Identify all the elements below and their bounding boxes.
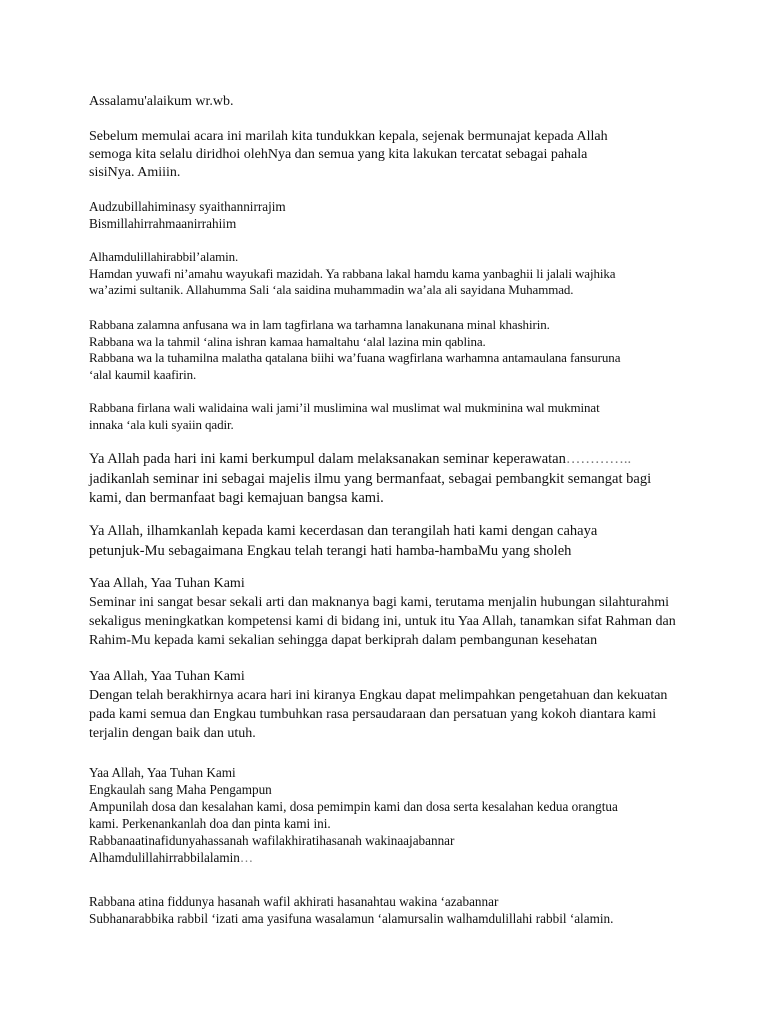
text-line: Ya Allah, ilhamkanlah kepada kami kecerdasan dan terangilah hati kami dengan cahaya — [89, 523, 598, 539]
text-line: Yaa Allah, Yaa Tuhan Kami — [89, 669, 245, 684]
text-line: Rahim-Mu kepada kami sekalian sehingga dapat berkiprah dalam pembangunan kesehatan — [89, 633, 598, 648]
ellipsis: ………….. — [565, 451, 632, 467]
text-line: semoga kita selalu diridhoi olehNya dan semua yang kita lakukan tercatat sebagai pahala — [89, 147, 588, 162]
text-line: Audzubillahiminasy syaithannirrajim — [89, 199, 286, 214]
text-line: Bismillahirrahmaanirrahiim — [89, 216, 237, 231]
text-line-content: Ya Allah pada hari ini kami berkumpul dalam melaksanakan seminar keperawatan — [89, 451, 566, 467]
text-line: terjalin dengan baik dan utuh. — [89, 726, 256, 741]
paragraph-firlana — [89, 400, 689, 433]
text-line: petunjuk-Mu sebagaimana Engkau telah terangi hati hamba-hambaMu yang sholeh — [89, 542, 572, 559]
text-line: Hamdan yuwafi ni’amahu wayukafi mazidah. Ya rabbana lakal hamdu kama yanbaghii li jalali wajhika — [89, 265, 616, 281]
text-line: Yaa Allah, Yaa Tuhan Kami — [89, 576, 245, 591]
text-line: sekaligus meningkatkan kompetensi kami di bidang ini, untuk itu Yaa Allah, tanamkan sifat Rahman dan — [89, 614, 676, 629]
text-line: Rabbana wa la tahmil ‘alina ishran kamaa hamaltahu ‘alal lazina min qablina. — [89, 333, 486, 349]
paragraph-silaturahmi — [89, 574, 689, 650]
paragraph-rabbana — [89, 317, 689, 383]
text-line: pada kami semua dan Engkau tumbuhkan rasa persaudaraan dan persatuan yang kokoh diantara kami — [89, 707, 657, 722]
text-line: Subhanarabbika rabbil ‘izati ama yasifuna wasalamun ‘alamursalin walhamdulillahi rabbil ‘alamin. — [89, 911, 614, 926]
text-line: Rabbana atina fiddunya hasanah wafil akhirati hasanahtau wakina ‘azabannar — [89, 894, 499, 909]
text-line: kami, dan bermanfaat bagi kemajuan bangsa kami. — [89, 490, 384, 506]
greeting — [89, 93, 689, 111]
paragraph-ilham — [89, 522, 689, 561]
text-line: innaka ‘ala kuli syaiin qadir. — [89, 416, 234, 432]
paragraph-opening — [89, 128, 689, 182]
paragraph-closing-prayer — [89, 893, 689, 927]
ellipsis: … — [239, 850, 254, 865]
text-line: Rabbana wa la tuhamilna malatha qatalana biihi wa’fuana wagfirlana warhamna antamaulana fansuruna — [89, 350, 621, 365]
paragraph-taawudz — [89, 198, 689, 232]
text-line: Rabbana firlana wali walidaina wali jami’il muslimina wal muslimat wal mukminina wal mukminat — [89, 400, 600, 415]
text-line: kami. Perkenankanlah doa dan pinta kami ini. — [89, 816, 331, 831]
text-line: Engkaulah sang Maha Pengampun — [89, 782, 272, 797]
text-line — [89, 849, 689, 866]
text-line — [89, 450, 689, 470]
paragraph-ampunan — [89, 764, 689, 866]
text-line-content: Alhamdulillahirrabbilalamin — [89, 850, 240, 865]
text-line: Dengan telah berakhirnya acara hari ini kiranya Engkau dapat melimpahkan pengetahuan dan kekuatan — [89, 688, 668, 703]
text-line: Sebelum memulai acara ini marilah kita tundukkan kepala, sejenak bermunajat kepada Allah — [89, 129, 608, 144]
text-line: Seminar ini sangat besar sekali arti dan maknanya bagi kami, terutama menjalin hubungan silahturahmi — [89, 595, 670, 610]
text-line: Alhamdulillahirabbil’alamin. — [89, 249, 239, 264]
paragraph-hamdalah — [89, 249, 689, 299]
paragraph-penutupan — [89, 667, 689, 743]
text-line: Yaa Allah, Yaa Tuhan Kami — [89, 765, 236, 780]
greeting-line: Assalamu'alaikum wr.wb. — [89, 94, 234, 109]
text-line: sisiNya. Amiiin. — [89, 165, 181, 180]
text-line: wa’azimi sultanik. Allahumma Sali ‘ala saidina muhammadin wa’ala ali sayidana Muhammad. — [89, 282, 574, 297]
text-line: ‘alal kaumil kaafirin. — [89, 366, 197, 382]
text-line: Rabbana zalamna anfusana wa in lam tagfirlana wa tarhamna lanakunana minal khashirin. — [89, 317, 550, 332]
paragraph-seminar — [89, 450, 689, 509]
text-line: Ampunilah dosa dan kesalahan kami, dosa pemimpin kami dan dosa serta kesalahan kedua orangtua — [89, 799, 618, 814]
text-line: Rabbanaatinafidunyahassanah wafilakhiratihasanah wakinaajabannar — [89, 833, 455, 848]
text-line: jadikanlah seminar ini sebagai majelis ilmu yang bermanfaat, sebagai pembangkit semangat bagi — [89, 470, 652, 487]
